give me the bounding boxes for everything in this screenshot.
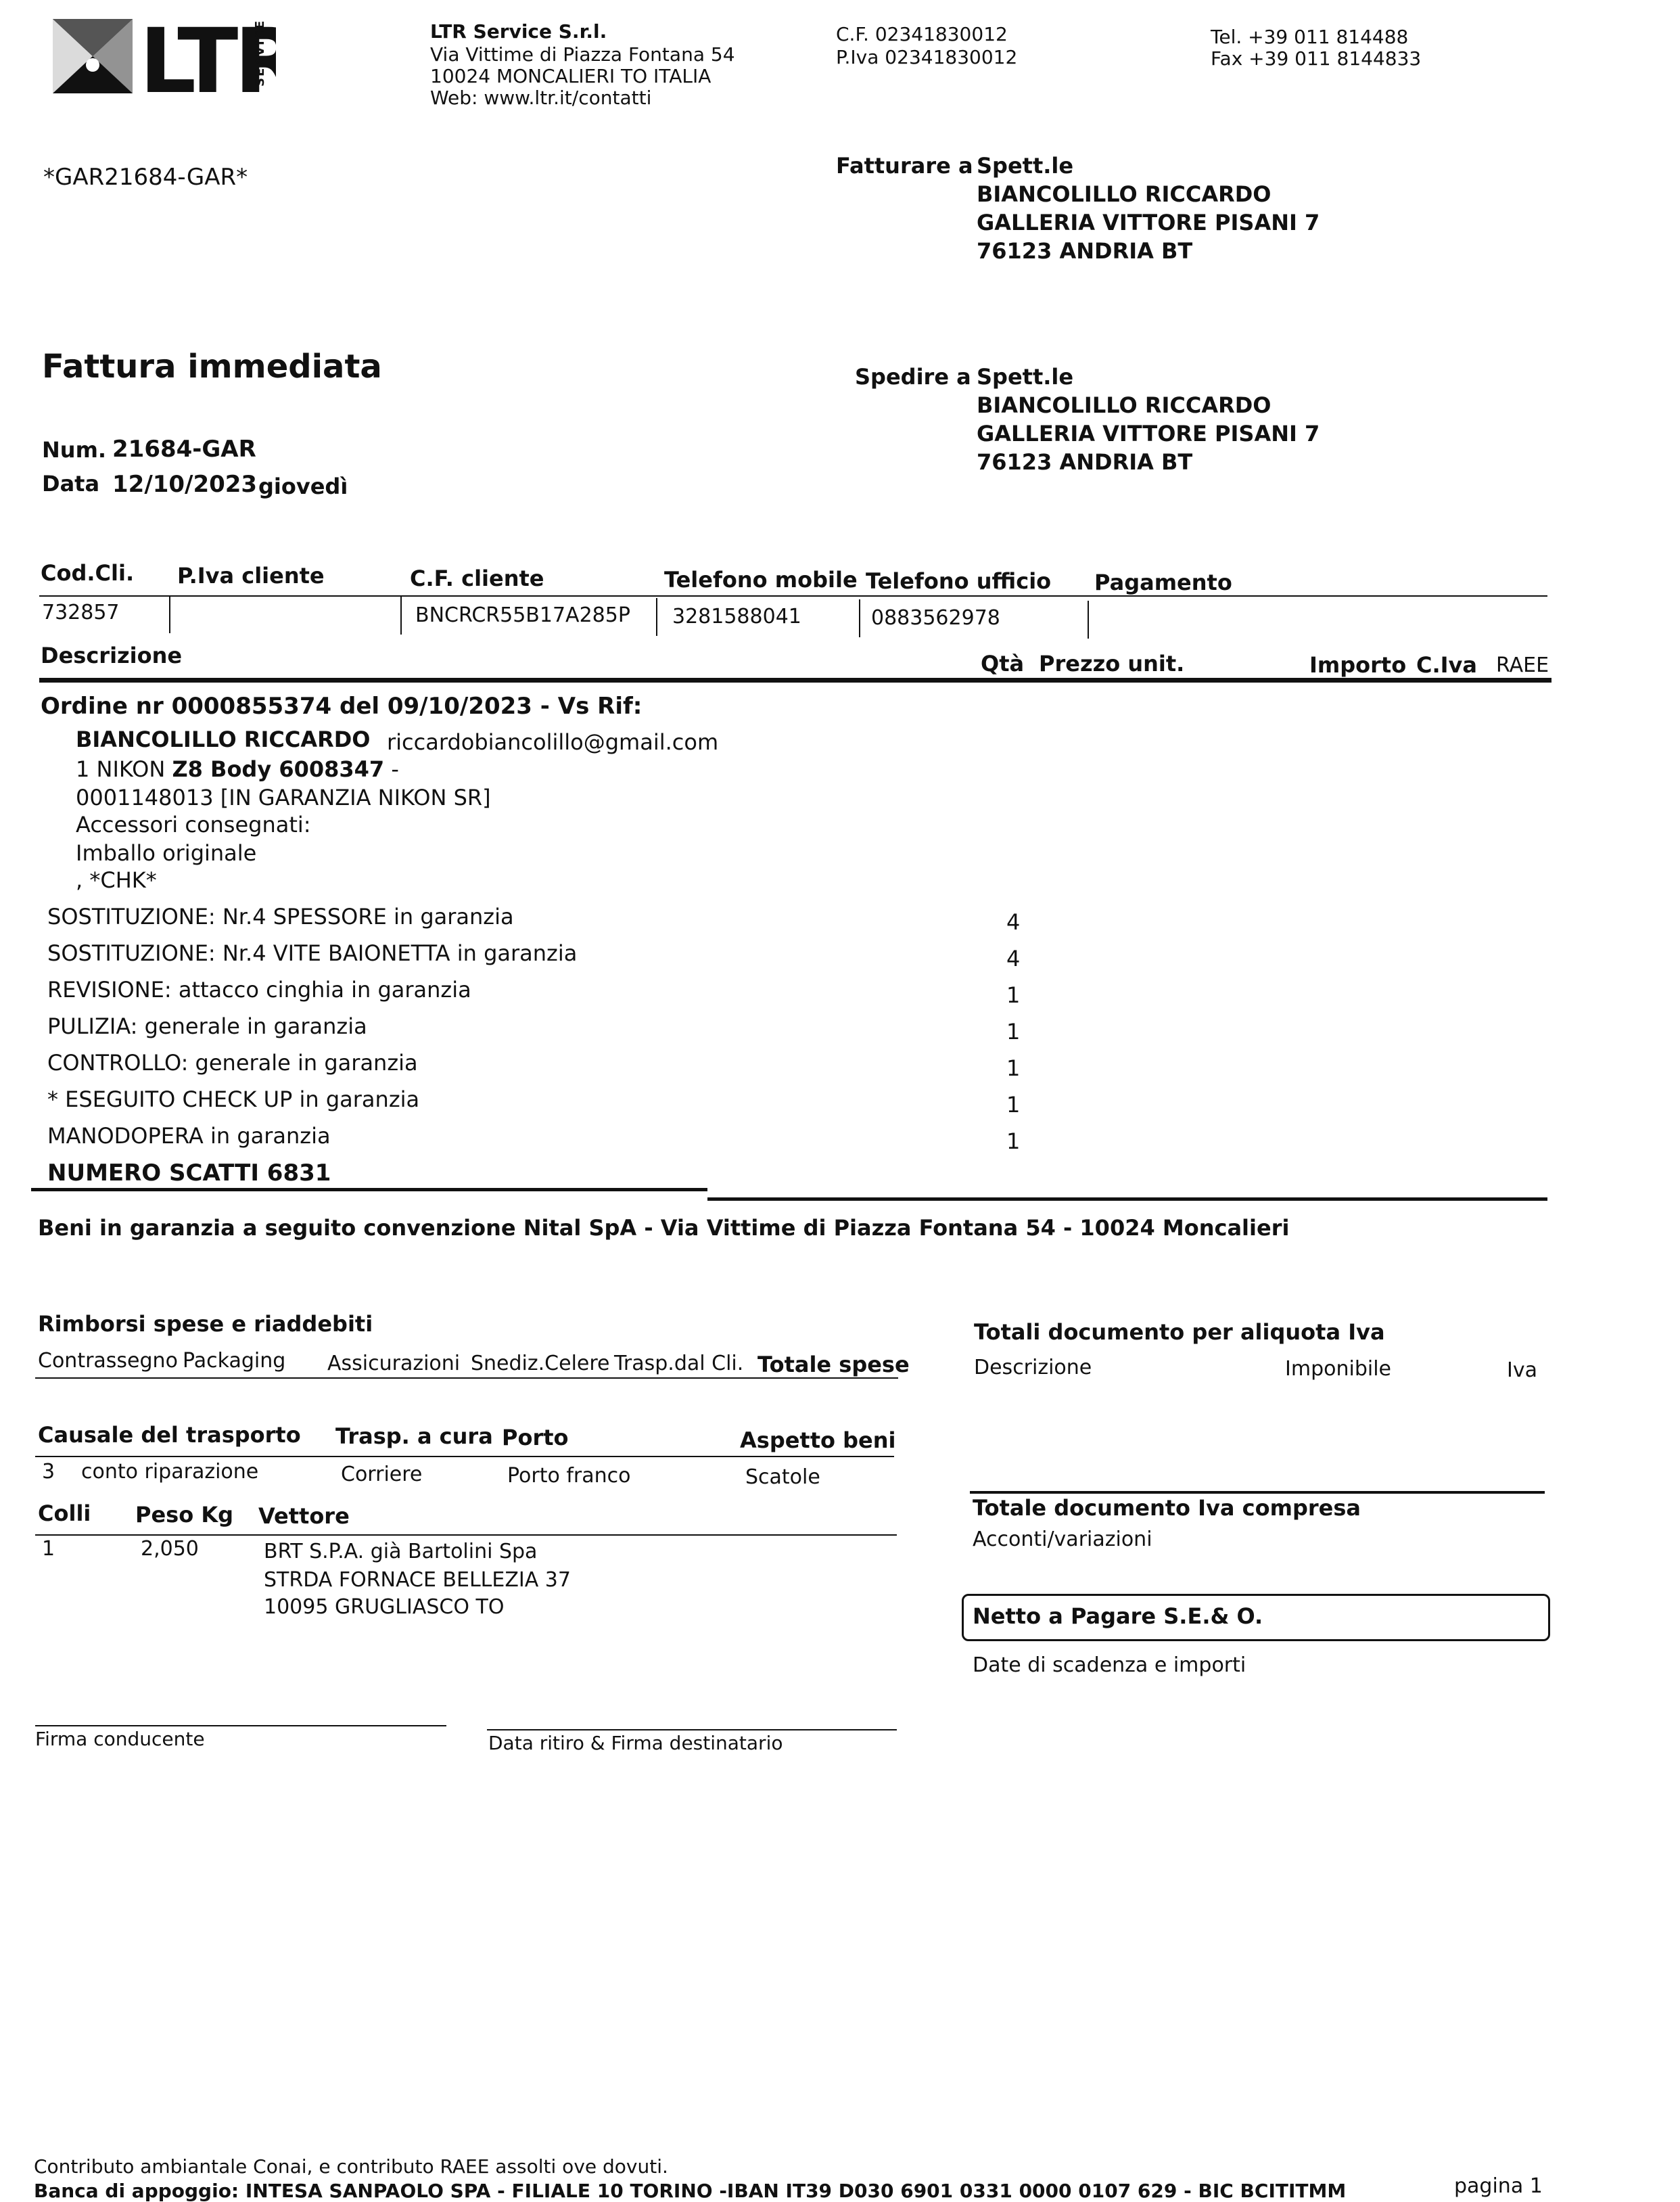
firma-destinatario-label: Data ritiro & Firma destinatario bbox=[488, 1732, 783, 1754]
items-header-prezzo: Prezzo unit. bbox=[1039, 651, 1185, 676]
footer-banca-value: INTESA SANPAOLO SPA - FILIALE 10 TORINO -IBAN IT39 D030 6901 0331 0000 0107 629 - BIC BCITITMM bbox=[245, 2180, 1347, 2202]
aspetto-label: Aspetto beni bbox=[740, 1427, 896, 1453]
rimborsi-col-packaging: Packaging bbox=[183, 1349, 286, 1373]
company-cf: C.F. 02341830012 bbox=[836, 23, 1008, 45]
ship-to-line3: GALLERIA VITTORE PISANI 7 bbox=[977, 421, 1320, 446]
items-header-rule bbox=[39, 678, 1551, 683]
item-description: MANODOPERA in garanzia bbox=[47, 1123, 331, 1149]
item-description: SOSTITUZIONE: Nr.4 SPESSORE in garanzia bbox=[47, 904, 514, 930]
causale-label: Causale del trasporto bbox=[38, 1422, 301, 1448]
ship-to-line2: BIANCOLILLO RICCARDO bbox=[977, 392, 1271, 418]
item-description: PULIZIA: generale in garanzia bbox=[47, 1013, 367, 1039]
rimborsi-col-totale: Totale spese bbox=[757, 1352, 910, 1377]
bill-to-line3: GALLERIA VITTORE PISANI 7 bbox=[977, 210, 1320, 235]
doc-date-day: giovedì bbox=[258, 474, 348, 499]
acconti-label: Acconti/variazioni bbox=[973, 1528, 1152, 1551]
firma-conducente-line bbox=[35, 1725, 446, 1726]
company-address1: Via Vittime di Piazza Fontana 54 bbox=[430, 43, 735, 66]
client-header-office: Telefono ufficio bbox=[866, 568, 1052, 594]
client-col-divider bbox=[400, 597, 402, 635]
document-title: Fattura immediata bbox=[42, 348, 382, 386]
trasporto-rule bbox=[35, 1456, 894, 1457]
order-accessories-item: Imballo originale bbox=[76, 840, 257, 866]
scadenze-label: Date di scadenza e importi bbox=[973, 1653, 1246, 1677]
doc-date-label: Data bbox=[42, 471, 100, 497]
vettore-line2: STRDA FORNACE BELLEZIA 37 bbox=[264, 1568, 571, 1592]
firma-destinatario-line bbox=[487, 1729, 897, 1730]
client-header-codcli: Cod.Cli. bbox=[41, 560, 135, 586]
rimborsi-col-assicurazioni: Assicurazioni bbox=[327, 1352, 461, 1375]
ship-to-label: Spedire a bbox=[855, 364, 971, 390]
trasp-cura-label: Trasp. a cura bbox=[335, 1423, 493, 1449]
client-col-divider bbox=[656, 598, 657, 636]
order-accessories-label: Accessori consegnati: bbox=[76, 812, 311, 838]
totali-iva-imponibile: Imponibile bbox=[1285, 1357, 1391, 1381]
logo-text: LTR bbox=[139, 12, 276, 100]
order-accessories-chk: , *CHK* bbox=[76, 867, 157, 893]
trasp-cura-value: Corriere bbox=[341, 1463, 423, 1486]
client-col-divider bbox=[1088, 601, 1089, 639]
client-header-rule bbox=[39, 595, 1547, 597]
item-quantity: 1 bbox=[1006, 1128, 1021, 1154]
item-description: CONTROLLO: generale in garanzia bbox=[47, 1050, 418, 1076]
porto-label: Porto bbox=[502, 1425, 569, 1450]
item-description: REVISIONE: attacco cinghia in garanzia bbox=[47, 977, 471, 1003]
item-quantity: 4 bbox=[1006, 946, 1021, 971]
rimborsi-col-spediz: Snediz.Celere bbox=[471, 1352, 610, 1375]
footer-banca-label: Banca di appoggio: bbox=[34, 2180, 239, 2202]
client-col-divider bbox=[859, 599, 860, 637]
colli-label: Colli bbox=[38, 1500, 91, 1526]
items-header-civa: C.Iva bbox=[1416, 652, 1477, 678]
footer-banca bbox=[34, 2180, 1346, 2202]
netto-pagare-label: Netto a Pagare S.E.& O. bbox=[973, 1603, 1263, 1629]
client-header-piva: P.Iva cliente bbox=[177, 563, 325, 589]
order-product-prefix: 1 NIKON bbox=[76, 756, 172, 782]
totale-doc-title: Totale documento Iva compresa bbox=[973, 1495, 1361, 1521]
vettore-line1: BRT S.P.A. già Bartolini Spa bbox=[264, 1540, 538, 1563]
firma-conducente-label: Firma conducente bbox=[35, 1728, 205, 1750]
item-description: SOSTITUZIONE: Nr.4 VITE BAIONETTA in garanzia bbox=[47, 940, 578, 966]
order-customer: BIANCOLILLO RICCARDO bbox=[76, 727, 371, 752]
ltr-logo bbox=[53, 12, 276, 100]
logo-subtext: SERVICE bbox=[253, 19, 267, 87]
bill-to-label: Fatturare a bbox=[836, 153, 973, 179]
ship-to-line4: 76123 ANDRIA BT bbox=[977, 449, 1193, 475]
order-product bbox=[76, 756, 399, 782]
peso-label: Peso Kg bbox=[135, 1502, 234, 1528]
order-serial: 0001148013 [IN GARANZIA NIKON SR] bbox=[76, 785, 491, 810]
bill-to-line4: 76123 ANDRIA BT bbox=[977, 238, 1193, 264]
company-name: LTR Service S.r.l. bbox=[430, 20, 607, 43]
item-quantity: 1 bbox=[1006, 982, 1021, 1008]
client-header-payment: Pagamento bbox=[1094, 570, 1232, 595]
footer-pagina: pagina 1 bbox=[1454, 2174, 1543, 2198]
causale-value: conto riparazione bbox=[81, 1460, 259, 1484]
ship-to-line1: Spett.le bbox=[977, 364, 1074, 390]
vettore-rule bbox=[35, 1534, 897, 1536]
company-tel: Tel. +39 011 814488 bbox=[1211, 26, 1409, 48]
items-header-importo: Importo bbox=[1309, 652, 1407, 678]
vettore-line3: 10095 GRUGLIASCO TO bbox=[264, 1595, 505, 1619]
items-footer-rule bbox=[707, 1197, 1547, 1201]
order-product-suffix: - bbox=[384, 756, 399, 782]
rimborsi-rule bbox=[35, 1377, 898, 1379]
doc-num-value: 21684-GAR bbox=[112, 436, 256, 463]
porto-value: Porto franco bbox=[507, 1464, 631, 1488]
client-codcli-value: 732857 bbox=[42, 601, 120, 624]
totali-iva-descrizione: Descrizione bbox=[974, 1356, 1092, 1379]
bill-to-line2: BIANCOLILLO RICCARDO bbox=[977, 181, 1271, 207]
item-quantity: 4 bbox=[1006, 909, 1021, 935]
item-quantity: 1 bbox=[1006, 1055, 1021, 1081]
order-line: Ordine nr 0000855374 del 09/10/2023 - Vs Rif: bbox=[41, 693, 643, 720]
order-product-model: Z8 Body 6008347 bbox=[172, 756, 385, 782]
totali-iva-rule bbox=[970, 1491, 1545, 1494]
client-header-mobile: Telefono mobile bbox=[664, 567, 858, 593]
warranty-note: Beni in garanzia a seguito convenzione Nital SpA - Via Vittime di Piazza Fontana 54 - 10024 Moncalieri bbox=[38, 1215, 1290, 1241]
client-col-divider bbox=[169, 595, 170, 633]
client-cf-value: BNCRCR55B17A285P bbox=[415, 603, 630, 627]
item-quantity: 1 bbox=[1006, 1092, 1021, 1118]
totali-iva-title: Totali documento per aliquota Iva bbox=[974, 1319, 1385, 1345]
peso-value: 2,050 bbox=[141, 1537, 199, 1561]
footer-contributo: Contributo ambiantale Conai, e contributo RAEE assolti ove dovuti. bbox=[34, 2155, 668, 2178]
company-fax: Fax +39 011 8144833 bbox=[1211, 47, 1422, 70]
company-piva: P.Iva 02341830012 bbox=[836, 46, 1018, 68]
causale-code: 3 bbox=[42, 1460, 55, 1484]
item-description: * ESEGUITO CHECK UP in garanzia bbox=[47, 1086, 420, 1112]
vettore-label: Vettore bbox=[258, 1503, 350, 1529]
items-header-descrizione: Descrizione bbox=[41, 643, 183, 668]
colli-value: 1 bbox=[42, 1537, 55, 1561]
order-email: riccardobiancolillo@gmail.com bbox=[387, 729, 719, 755]
item-quantity: 1 bbox=[1006, 1019, 1021, 1045]
barcode-text: *GAR21684-GAR* bbox=[43, 164, 248, 191]
items-header-qta: Qtà bbox=[981, 651, 1025, 676]
numero-scatti: NUMERO SCATTI 6831 bbox=[47, 1160, 331, 1187]
doc-date-value: 12/10/2023 bbox=[112, 471, 258, 498]
client-header-cf: C.F. cliente bbox=[410, 566, 544, 591]
rimborsi-title: Rimborsi spese e riaddebiti bbox=[38, 1311, 373, 1337]
company-address2: 10024 MONCALIERI TO ITALIA bbox=[430, 65, 711, 87]
rimborsi-col-trasp: Trasp.dal Cli. bbox=[614, 1352, 744, 1375]
items-header-raee: RAEE bbox=[1496, 653, 1549, 677]
client-mobile-value: 3281588041 bbox=[672, 605, 801, 628]
items-footer-rule bbox=[31, 1188, 707, 1191]
rimborsi-col-contrassegno: Contrassegno bbox=[38, 1349, 178, 1373]
aspetto-value: Scatole bbox=[745, 1465, 820, 1489]
company-web: Web: www.ltr.it/contatti bbox=[430, 87, 652, 109]
bill-to-line1: Spett.le bbox=[977, 153, 1074, 179]
doc-num-label: Num. bbox=[42, 437, 107, 463]
client-office-value: 0883562978 bbox=[871, 606, 1000, 630]
totali-iva-iva: Iva bbox=[1507, 1358, 1537, 1382]
